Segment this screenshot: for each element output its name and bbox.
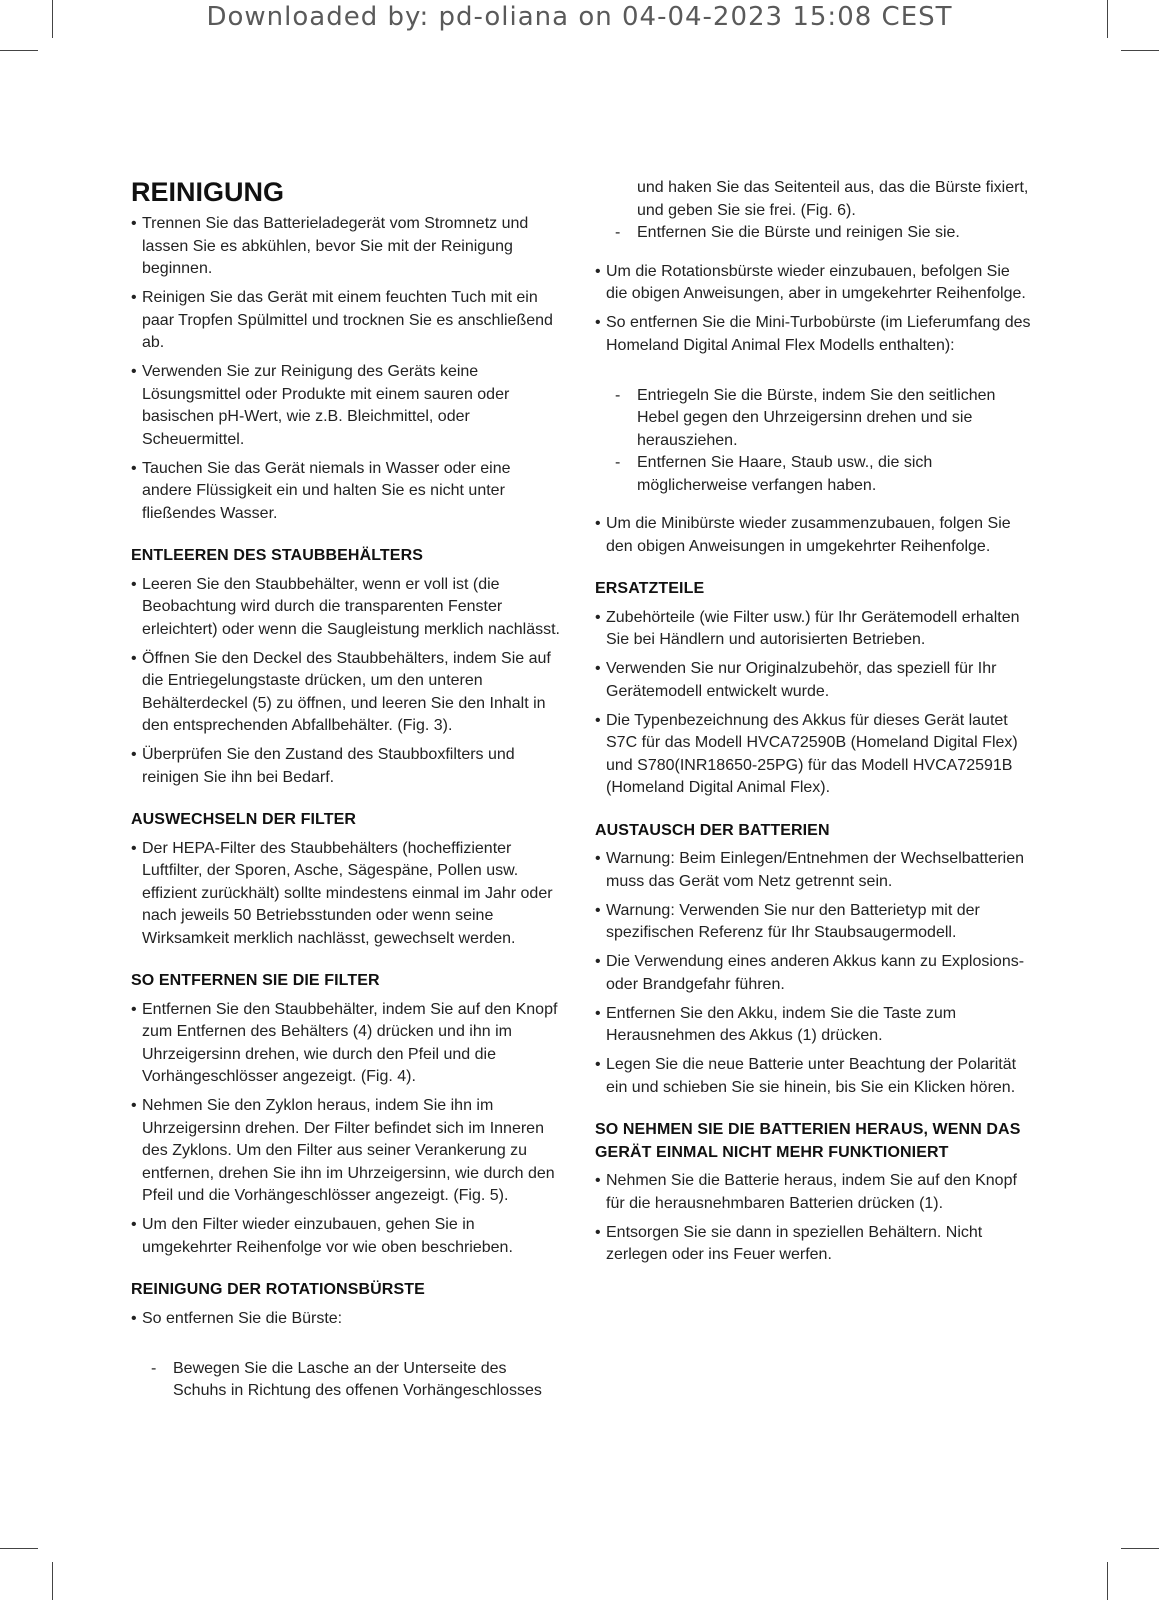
list-item: • Um den Filter wieder einzubauen, gehen Sie in umgekehrter Reihenfolge vor wie oben beschrieben. <box>131 1214 561 1259</box>
list-item: • Entfernen Sie den Akku, indem Sie die Taste zum Herausnehmen des Akkus (1) drücken. <box>595 1003 1035 1048</box>
section-title-brush: REINIGUNG DER ROTATIONSBÜRSTE <box>131 1281 425 1298</box>
list-item: • Die Typenbezeichnung des Akkus für dieses Gerät lautet S7C für das Modell HVCA72590B (Homeland Digital Flex) und S780(INR18650-25PG) für das Modell HVCA72591B (Homeland Digital Animal Flex). <box>595 710 1035 800</box>
list-item: • Tauchen Sie das Gerät niemals in Wasser oder eine andere Flüssigkeit ein und halten Sie es nicht unter fließendes Wasser. <box>131 458 561 526</box>
list-item: • Verwenden Sie zur Reinigung des Geräts keine Lösungsmittel oder Produkte mit einem sauren oder basischen pH-Wert, wie z.B. Bleichmittel, oder Scheuermittel. <box>131 361 561 451</box>
dash-item-continued: und haken Sie das Seitenteil aus, das die Bürste fixiert, und geben Sie sie frei. (Fig. 6). <box>637 179 1029 219</box>
list-item: • So entfernen Sie die Mini-Turbobürste (im Lieferumfang des Homeland Digital Animal Flex Modells enthalten): <box>595 312 1035 357</box>
dash-item: - Entfernen Sie die Bürste und reinigen Sie sie. <box>595 222 1035 245</box>
crop-mark-top-left-v <box>52 0 53 38</box>
list-item: • Zubehörteile (wie Filter usw.) für Ihr Gerätemodell erhalten Sie bei Händlern und autorisierten Betrieben. <box>595 607 1035 652</box>
list-item: • Die Verwendung eines anderen Akkus kann zu Explosions- oder Brandgefahr führen. <box>595 951 1035 996</box>
list-item: • Überprüfen Sie den Zustand des Staubboxfilters und reinigen Sie ihn bei Bedarf. <box>131 744 561 789</box>
list-item: • Um die Minibürste wieder zusammenzubauen, folgen Sie den obigen Anweisungen in umgekehrter Reihenfolge. <box>595 513 1035 558</box>
list-item: • Öffnen Sie den Deckel des Staubbehälters, indem Sie auf die Entriegelungstaste drücken, um den unteren Behälterdeckel (5) zu öffnen, und leeren Sie den Inhalt in den entsprechenden Abfallbehälter. (Fig. 3). <box>131 648 561 738</box>
section-title-parts: ERSATZTEILE <box>595 580 705 597</box>
list-item: • Reinigen Sie das Gerät mit einem feuchten Tuch mit ein paar Tropfen Spülmittel und trocknen Sie es anschließend ab. <box>131 287 561 355</box>
list-item: • Warnung: Verwenden Sie nur den Batterietyp mit der spezifischen Referenz für Ihr Staubsaugermodell. <box>595 900 1035 945</box>
list-item: • Verwenden Sie nur Originalzubehör, das speziell für Ihr Gerätemodell entwickelt wurde. <box>595 658 1035 703</box>
list-item: • So entfernen Sie die Bürste: <box>131 1308 561 1331</box>
page-title: REINIGUNG <box>131 177 285 207</box>
crop-mark-top-left-h <box>0 50 38 51</box>
section-title-empty: ENTLEEREN DES STAUBBEHÄLTERS <box>131 547 424 564</box>
section-title-filter: AUSWECHSELN DER FILTER <box>131 811 357 828</box>
crop-mark-top-right-v <box>1107 0 1108 38</box>
download-banner: Downloaded by: pd-oliana on 04-04-2023 15:08 CEST <box>206 2 953 32</box>
list-item: • Entfernen Sie den Staubbehälter, indem Sie auf den Knopf zum Entfernen des Behälters (4) drücken und ihn im Uhrzeigersinn drehen, wie durch den Pfeil und die Vorhängeschlösser angezeigt. (Fig. 4). <box>131 999 561 1089</box>
list-item: • Warnung: Beim Einlegen/Entnehmen der Wechselbatterien muss das Gerät vom Netz getrennt sein. <box>595 848 1035 893</box>
dash-item: - Entfernen Sie Haare, Staub usw., die sich möglicherweise verfangen haben. <box>595 452 1035 497</box>
crop-mark-bottom-right-h <box>1121 1548 1159 1549</box>
list-item: • Leeren Sie den Staubbehälter, wenn er voll ist (die Beobachtung wird durch die transparenten Fenster erleichtert) oder wenn die Saugleistung merklich nachlässt. <box>131 574 561 642</box>
crop-mark-top-right-h <box>1121 50 1159 51</box>
list-item: • Nehmen Sie den Zyklon heraus, indem Sie ihn im Uhrzeigersinn drehen. Der Filter befindet sich im Inneren des Zyklons. Um den Filter aus seiner Verankerung zu entfernen, drehen Sie ihn im Uhrzeigersinn, wie durch den Pfeil und die Vorhängeschlösser angezeigt. (Fig. 5). <box>131 1095 561 1208</box>
list-item: • Nehmen Sie die Batterie heraus, indem Sie auf den Knopf für die herausnehmbaren Batterien drücken (1). <box>595 1170 1035 1215</box>
list-item: • Trennen Sie das Batterieladegerät vom Stromnetz und lassen Sie es abkühlen, bevor Sie mit der Reinigung beginnen. <box>131 213 561 281</box>
left-column <box>131 175 561 1403</box>
list-item: • Legen Sie die neue Batterie unter Beachtung der Polarität ein und schieben Sie sie hinein, bis Sie ein Klicken hören. <box>595 1054 1035 1099</box>
section-title-remove-battery: SO NEHMEN SIE DIE BATTERIEN HERAUS, WENN DAS GERÄT EINMAL NICHT MEHR FUNKTIONIERT <box>595 1121 1021 1161</box>
list-item: • Entsorgen Sie sie dann in speziellen Behältern. Nicht zerlegen oder ins Feuer werfen. <box>595 1222 1035 1267</box>
list-item: • Um die Rotationsbürste wieder einzubauen, befolgen Sie die obigen Anweisungen, aber in umgekehrter Reihenfolge. <box>595 261 1035 306</box>
section-title-battery: AUSTAUSCH DER BATTERIEN <box>595 821 830 839</box>
right-column <box>595 177 1035 1273</box>
section-title-remove-filter: SO ENTFERNEN SIE DIE FILTER <box>131 972 380 989</box>
crop-mark-bottom-left-h <box>0 1548 38 1549</box>
crop-mark-bottom-left-v <box>52 1562 53 1600</box>
list-item: • Der HEPA-Filter des Staubbehälters (hocheffizienter Luftfilter, der Sporen, Asche, Sägespäne, Pollen usw. effizient zurückhält) sollte mindestens einmal im Jahr oder nach jeweils 50 Betriebsstunden oder wenn seine Wirksamkeit merklich nachlässt, gewechselt werden. <box>131 838 561 951</box>
crop-mark-bottom-right-v <box>1107 1562 1108 1600</box>
dash-item: - Bewegen Sie die Lasche an der Unterseite des Schuhs in Richtung des offenen Vorhängeschlosses <box>131 1358 561 1403</box>
dash-item: - Entriegeln Sie die Bürste, indem Sie den seitlichen Hebel gegen den Uhrzeigersinn drehen und sie herausziehen. <box>595 385 1035 453</box>
